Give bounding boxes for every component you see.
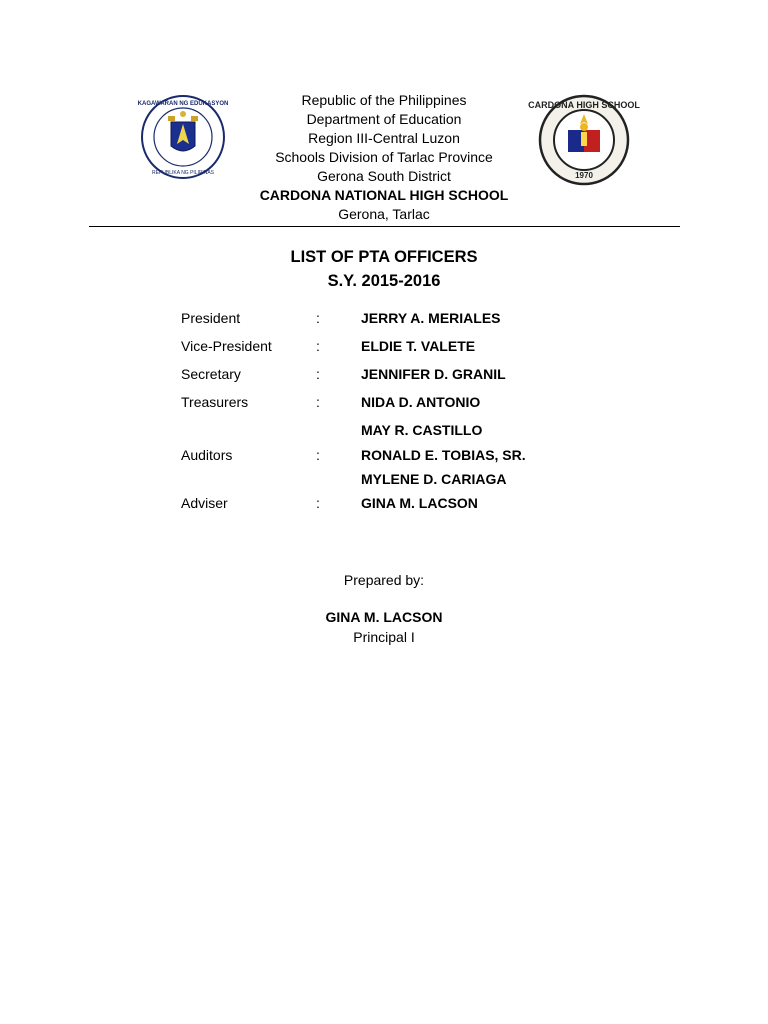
officer-colon: : xyxy=(316,338,320,354)
header-department: Department of Education xyxy=(306,111,462,127)
header-division: Schools Division of Tarlac Province xyxy=(275,149,493,165)
officer-position: Treasurers xyxy=(181,394,249,410)
officer-row-auditor-1 xyxy=(181,447,601,467)
officer-row-treasurer-1 xyxy=(181,394,601,414)
svg-text:CARDONA HIGH SCHOOL: CARDONA HIGH SCHOOL xyxy=(528,100,640,110)
officer-name: JERRY A. MERIALES xyxy=(361,310,501,326)
officer-name: MAY R. CASTILLO xyxy=(361,422,483,438)
school-location: Gerona, Tarlac xyxy=(338,206,430,222)
officer-row-adviser xyxy=(181,495,601,515)
school-name: CARDONA NATIONAL HIGH SCHOOL xyxy=(259,187,509,203)
preparer-name: GINA M. LACSON xyxy=(325,609,443,625)
officer-position: Adviser xyxy=(181,495,228,511)
officer-row-secretary xyxy=(181,366,601,386)
officer-name: ELDIE T. VALETE xyxy=(361,338,476,354)
officer-row-treasurer-2 xyxy=(181,422,601,442)
officer-colon: : xyxy=(316,366,320,382)
officer-position: Auditors xyxy=(181,447,233,463)
letterhead xyxy=(200,91,568,224)
officer-name: NIDA D. ANTONIO xyxy=(361,394,481,410)
officer-name: GINA M. LACSON xyxy=(361,495,478,511)
officer-name: JENNIFER D. GRANIL xyxy=(361,366,506,382)
header-divider xyxy=(89,226,680,227)
officer-position: Vice-President xyxy=(181,338,272,354)
header-district: Gerona South District xyxy=(317,168,451,184)
title-main: LIST OF PTA OFFICERS xyxy=(290,248,478,266)
title-school-year: S.Y. 2015-2016 xyxy=(327,272,441,290)
officer-name: MYLENE D. CARIAGA xyxy=(361,471,507,487)
officer-name: RONALD E. TOBIAS, SR. xyxy=(361,447,526,463)
officer-colon: : xyxy=(316,394,320,410)
header-region: Region III-Central Luzon xyxy=(308,130,460,146)
officer-colon: : xyxy=(316,447,320,463)
svg-text:1970: 1970 xyxy=(575,171,593,180)
officer-row-president xyxy=(181,310,601,330)
svg-text:KAGAWARAN NG EDUKASYON: KAGAWARAN NG EDUKASYON xyxy=(137,101,229,107)
officer-colon: : xyxy=(316,495,320,511)
header-country: Republic of the Philippines xyxy=(301,92,467,108)
officer-colon: : xyxy=(316,310,320,326)
document-title xyxy=(184,245,584,293)
prepared-by-label: Prepared by: xyxy=(343,572,425,588)
officer-position: President xyxy=(181,310,241,326)
svg-text:REPUBLIKA NG PILIPINAS: REPUBLIKA NG PILIPINAS xyxy=(152,170,214,176)
officer-row-auditor-2 xyxy=(181,471,601,491)
officer-position: Secretary xyxy=(181,366,241,382)
preparer-title: Principal I xyxy=(353,629,415,645)
officer-row-vice-president xyxy=(181,338,601,358)
